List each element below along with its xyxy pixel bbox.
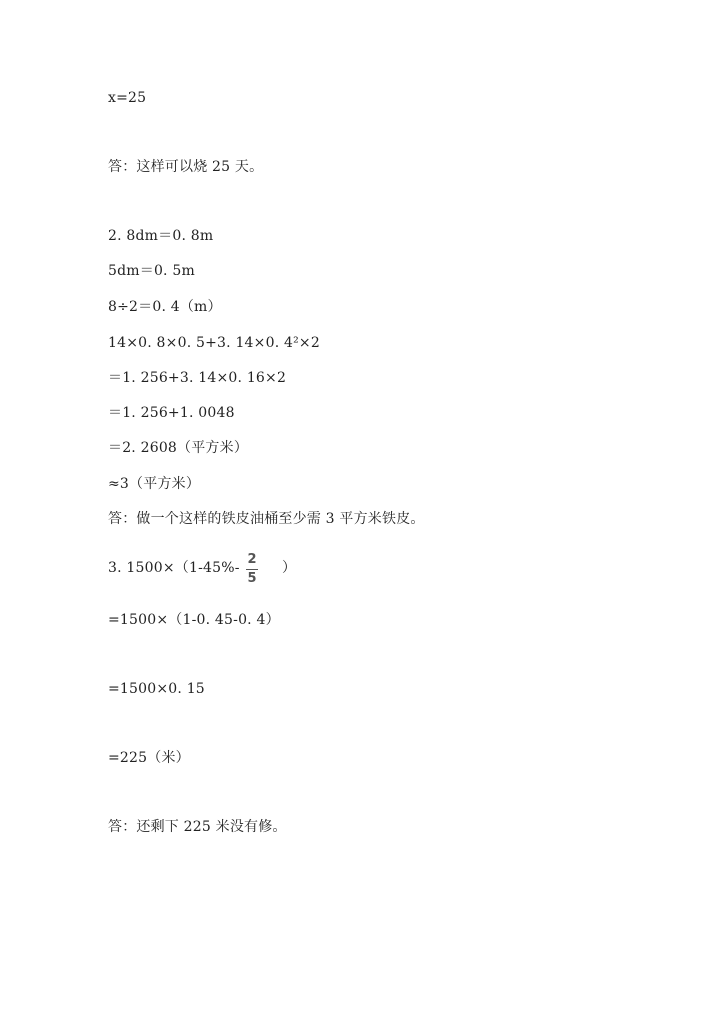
solution-line: x=25 [108,90,147,106]
solution-line: ＝2. 2608（平方米） [108,440,249,456]
answer-line: 答：做一个这样的铁皮油桶至少需 3 平方米铁皮。 [108,511,425,527]
closing-parenthesis: ） [282,560,296,576]
fraction-bar [246,569,258,570]
solution-line: 8÷2＝0. 4（m） [108,299,222,315]
answer-line: 答：这样可以烧 25 天。 [108,159,264,175]
answer-line: 答：还剩下 225 米没有修。 [108,819,287,835]
solution-line: ＝1. 256+1. 0048 [108,405,235,421]
solution-line: 5dm＝0. 5m [108,263,195,279]
fraction-numerator: 2 [247,552,257,567]
solution-line: =1500×（1-0. 45-0. 4） [108,612,280,628]
solution-line: 2. 8dm＝0. 8m [108,228,214,244]
fraction-denominator: 5 [247,571,257,586]
solution-line: =225（米） [108,750,190,766]
solution-line: 14×0. 8×0. 5+3. 14×0. 4²×2 [108,335,320,351]
solution-line: 3. 1500×（1-45%- [108,560,240,576]
fraction [246,552,258,587]
solution-line: ≈3（平方米） [108,476,201,492]
solution-line: ＝1. 256+3. 14×0. 16×2 [108,370,287,386]
solution-line: =1500×0. 15 [108,681,205,697]
